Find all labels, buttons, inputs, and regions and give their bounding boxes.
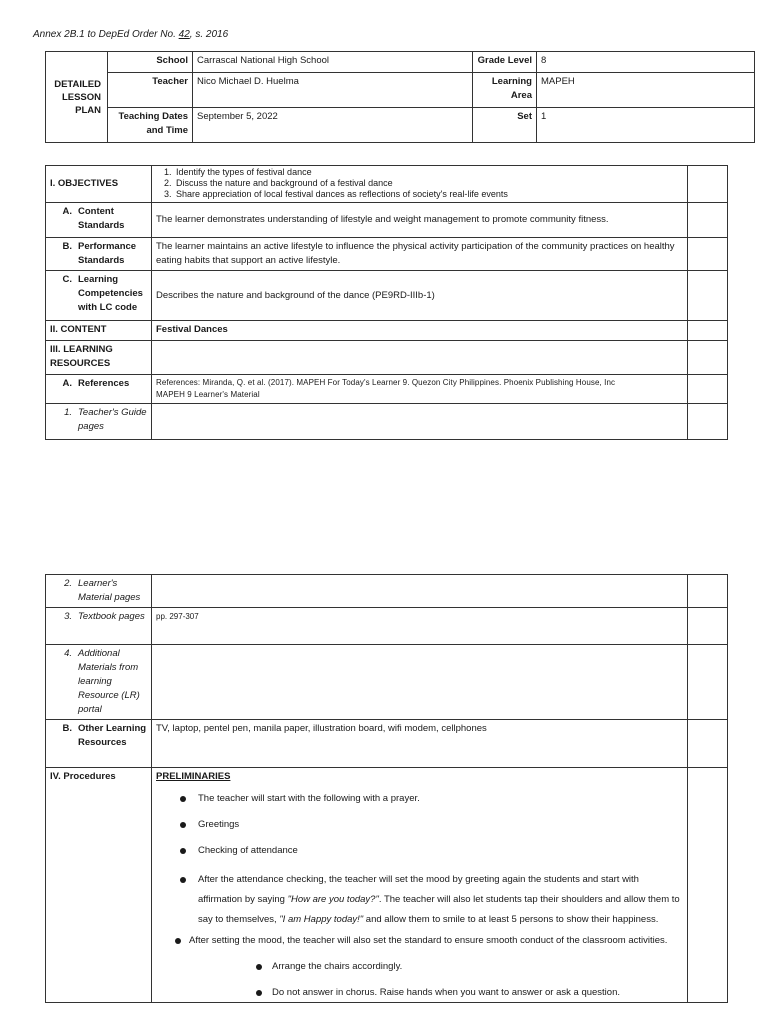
other-resources-label [46, 720, 152, 768]
bullet-icon [180, 848, 186, 854]
bullet-text: The teacher will start with the following with a prayer. [198, 793, 420, 804]
objectives-list [156, 167, 683, 200]
learners-material-label [46, 575, 152, 608]
additional-materials-label [46, 645, 152, 720]
procedures-cell [152, 768, 688, 1003]
bullet-text: Arrange the chairs accordingly. [272, 961, 403, 972]
set-value: 1 [537, 108, 755, 143]
bullet-icon [256, 964, 262, 970]
grade-label: Grade Level [473, 52, 537, 73]
procedure-sub-bullet [256, 986, 683, 1000]
item-marker: B. [62, 241, 72, 252]
lesson-table-page2 [45, 574, 728, 1003]
item-marker: 2. [64, 578, 72, 589]
item-label: Other Learning Resources [78, 723, 147, 748]
remarks-cell [688, 608, 728, 645]
references-label [46, 375, 152, 404]
procedure-bullet [180, 870, 683, 930]
remarks-cell [688, 341, 728, 375]
school-value: Carrascal National High School [193, 52, 473, 73]
bullet-icon [256, 990, 262, 996]
item-marker: C. [62, 274, 72, 285]
content-text: Festival Dances [152, 321, 688, 341]
item-label: Performance Standards [78, 241, 137, 266]
item-label: References [78, 378, 130, 389]
bullet-icon [180, 796, 186, 802]
bullet-icon [180, 822, 186, 828]
item-label: Additional Materials from learning Resource (LR) portal [78, 648, 140, 715]
school-label: School [108, 52, 193, 73]
annex-order-number: 42 [178, 29, 190, 40]
item-marker: A. [62, 206, 72, 217]
competencies-text: Describes the nature and background of the dance (PE9RD-IIIb-1) [152, 271, 688, 321]
procedures-label: IV. Procedures [46, 768, 152, 1003]
grade-value: 8 [537, 52, 755, 73]
area-label: Learning Area [473, 73, 537, 108]
procedure-bullet [180, 792, 683, 806]
objective-item: 3. Share appreciation of local festival dances as reflections of society's real-life events [174, 189, 683, 200]
item-label: Content Standards [78, 206, 125, 231]
bullet-text: After setting the mood, the teacher will also set the standard to ensure smooth conduct of the classroom activities. [189, 935, 668, 946]
other-resources-text: TV, laptop, pentel pen, manila paper, illustration board, wifi modem, cellphones [152, 720, 688, 768]
content-standards-label [46, 203, 152, 238]
remarks-cell [688, 271, 728, 321]
item-label: Teacher's Guide pages [78, 407, 147, 432]
item-marker: 3. [64, 611, 72, 622]
preliminaries-heading: PRELIMINARIES [156, 771, 231, 782]
lesson-plan-title: DETAILED LESSON PLAN [46, 52, 108, 143]
procedure-bullet [180, 844, 683, 858]
reference-line: References: Miranda, Q. et al. (2017). MAPEH For Today's Learner 9. Quezon City Philippines. Phoenix Publishing House, Inc [156, 378, 616, 387]
remarks-cell [688, 375, 728, 404]
remarks-cell [688, 575, 728, 608]
bullet-icon [175, 938, 181, 944]
reference-line: MAPEH 9 Learner's Material [156, 390, 260, 399]
lesson-table-page1 [45, 165, 728, 440]
teachers-guide-label [46, 404, 152, 440]
item-label: Textbook pages [78, 611, 145, 622]
bullet-text: Do not answer in chorus. Raise hands when you want to answer or ask a question. [272, 987, 620, 998]
additional-materials-text [152, 645, 688, 720]
objective-item: 2. Discuss the nature and background of a festival dance [174, 178, 683, 189]
bullet-text: Checking of attendance [198, 845, 298, 856]
objective-item: 1. Identify the types of festival dance [174, 167, 683, 178]
teacher-label: Teacher [108, 73, 193, 108]
set-label: Set [473, 108, 537, 143]
area-value: MAPEH [537, 73, 755, 108]
procedure-bullet [175, 934, 683, 948]
procedure-bullet [180, 818, 683, 832]
item-marker: 4. [64, 648, 72, 659]
procedure-sub-bullet [256, 960, 683, 974]
performance-standards-text: The learner maintains an active lifestyle to influence the physical activity participation of the community practices on healthy eating habits that support an active lifestyle. [152, 238, 688, 271]
objectives-cell [152, 166, 688, 203]
content-standards-text: The learner demonstrates understanding of lifestyle and weight management to promote community fitness. [152, 203, 688, 238]
performance-standards-label [46, 238, 152, 271]
remarks-cell [688, 645, 728, 720]
remarks-cell [688, 404, 728, 440]
remarks-cell [688, 768, 728, 1003]
remarks-cell [688, 166, 728, 203]
item-marker: 1. [64, 407, 72, 418]
item-marker: B. [62, 723, 72, 734]
annex-suffix: , s. 2016 [189, 29, 229, 40]
item-marker: A. [62, 378, 72, 389]
bullet-text: Greetings [198, 819, 240, 830]
header-table [45, 51, 755, 143]
textbook-text: pp. 297-307 [152, 608, 688, 645]
bullet-icon [180, 877, 186, 883]
learning-resources-text [152, 341, 688, 375]
competencies-label [46, 271, 152, 321]
learning-resources-label: III. LEARNING RESOURCES [46, 341, 152, 375]
textbook-label [46, 608, 152, 645]
annex-prefix: Annex 2B.1 to DepEd Order No. [33, 29, 179, 40]
references-text [152, 375, 688, 404]
item-label: Learner's Material pages [78, 578, 141, 603]
dates-label: Teaching Dates and Time [108, 108, 193, 143]
item-label: Learning Competencies with LC code [78, 274, 143, 313]
dates-value: September 5, 2022 [193, 108, 473, 143]
content-label: II. CONTENT [46, 321, 152, 341]
bullet-text: After the attendance checking, the teacher will set the mood by greeting again the students and start with affirmation by saying "How are you today?". The teacher will also let students tap their shoulders and allow them to say to themselves, "I am Happy today!" and allow them to smile to at least 5 persons to show their happiness. [198, 874, 680, 925]
remarks-cell [688, 321, 728, 341]
teachers-guide-text [152, 404, 688, 440]
objectives-label: I. OBJECTIVES [46, 166, 152, 203]
learners-material-text [152, 575, 688, 608]
teacher-value: Nico Michael D. Huelma [193, 73, 473, 108]
remarks-cell [688, 720, 728, 768]
remarks-cell [688, 203, 728, 238]
remarks-cell [688, 238, 728, 271]
annex-reference [33, 29, 228, 40]
